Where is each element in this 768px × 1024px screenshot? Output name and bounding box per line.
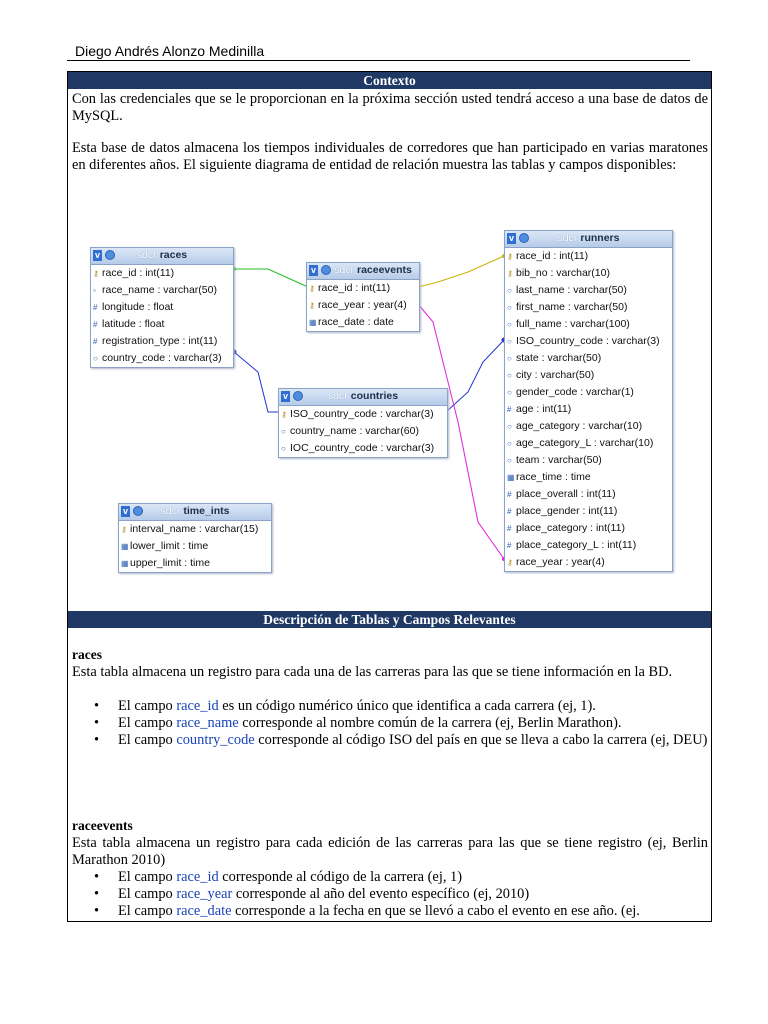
table-runners[interactable] xyxy=(504,230,673,572)
field-label: age_category : varchar(10) xyxy=(516,420,643,432)
numeric-icon: # xyxy=(93,337,98,346)
field-row xyxy=(505,486,672,503)
column-icon: ○ xyxy=(507,303,512,312)
column-icon: ○ xyxy=(281,427,286,436)
item-text: corresponde al código ISO del país en que se lleva a cabo la carrera (ej, DEU) xyxy=(254,732,708,748)
field-label: first_name : varchar(50) xyxy=(516,301,628,313)
field-row xyxy=(91,333,233,350)
raceevents-field-list xyxy=(72,869,708,920)
field-row xyxy=(307,297,419,314)
field-row xyxy=(279,406,447,423)
field-label: latitude : float xyxy=(102,318,165,330)
numeric-icon: # xyxy=(507,524,512,533)
numeric-icon: # xyxy=(507,507,512,516)
table-name: time_ints xyxy=(183,505,230,517)
field-label: race_time : time xyxy=(516,471,591,483)
author-name: Diego Andrés Alonzo Medinilla xyxy=(75,43,265,59)
table-raceevents-header[interactable] xyxy=(307,263,419,280)
field-label: race_year : year(4) xyxy=(516,556,605,568)
field-row xyxy=(279,440,447,457)
field-label: age : int(11) xyxy=(516,403,572,415)
numeric-icon: # xyxy=(93,303,98,312)
link-countries-runners xyxy=(446,340,504,412)
field-row xyxy=(505,503,672,520)
field-label: place_overall : int(11) xyxy=(516,488,616,500)
field-row xyxy=(505,367,672,384)
list-item xyxy=(72,869,708,886)
field-label: place_category : int(11) xyxy=(516,522,625,534)
list-item xyxy=(72,903,708,920)
field-row xyxy=(91,282,233,299)
numeric-icon: # xyxy=(507,405,512,414)
context-paragraph-2: Esta base de datos almacena los tiempos individuales de corredores que han participado en varias maratones en diferentes años. El siguiente diagrama de entidad de relación muestra las tablas y campos disponibles: xyxy=(72,140,708,173)
primary-key-icon: ⚷ xyxy=(121,525,127,534)
field-label: bib_no : varchar(10) xyxy=(516,267,610,279)
races-description: Esta tabla almacena un registro para cada una de las carreras para las que se tiene información en la BD. xyxy=(72,664,673,680)
time-icon: ▦ xyxy=(121,542,129,551)
numeric-icon: # xyxy=(507,490,512,499)
primary-key-icon: ⚷ xyxy=(507,252,513,261)
field-label: state : varchar(50) xyxy=(516,352,602,364)
table-countries-header[interactable] xyxy=(279,389,447,406)
field-row xyxy=(505,418,672,435)
field-label: ISO_country_code : varchar(3) xyxy=(516,335,660,347)
field-label: country_name : varchar(60) xyxy=(290,425,419,437)
column-icon: ○ xyxy=(507,354,512,363)
field-row xyxy=(91,350,233,367)
item-text: corresponde al nombre común de la carrera (ej, Berlin Marathon). xyxy=(238,715,622,731)
field-label: team : varchar(50) xyxy=(516,454,602,466)
field-row xyxy=(505,401,672,418)
description-section-title: Descripción de Tablas y Campos Relevantes xyxy=(68,611,711,628)
column-icon: ○ xyxy=(507,371,512,380)
field-label: registration_type : int(11) xyxy=(102,335,218,347)
primary-key-icon: ⚷ xyxy=(309,284,315,293)
field-label: race_name : varchar(50) xyxy=(102,284,217,296)
field-label: race_id : int(11) xyxy=(318,282,391,294)
field-row xyxy=(505,469,672,486)
table-name: runners xyxy=(580,232,620,244)
table-name: races xyxy=(159,249,188,261)
field-row xyxy=(307,314,419,331)
collapse-icon[interactable]: v xyxy=(310,265,316,275)
item-text: corresponde al año del evento específico (ej, 2010) xyxy=(232,886,530,902)
field-label: city : varchar(50) xyxy=(516,369,595,381)
field-row xyxy=(505,316,672,333)
column-icon: ○ xyxy=(507,456,512,465)
field-row xyxy=(505,384,672,401)
header-rule xyxy=(67,60,690,61)
column-icon: ○ xyxy=(507,388,512,397)
field-row xyxy=(91,316,233,333)
field-row xyxy=(279,423,447,440)
date-icon: ▦ xyxy=(309,318,317,327)
field-label: ISO_country_code : varchar(3) xyxy=(290,408,434,420)
field-row xyxy=(505,435,672,452)
context-section-title: Contexto xyxy=(68,72,711,89)
field-label: race_id : int(11) xyxy=(516,250,589,262)
context-paragraph-1: Con las credenciales que se le proporcionan en la próxima sección usted tendrá acceso a una base de datos de MySQL. xyxy=(72,91,708,124)
primary-key-icon: ⚷ xyxy=(281,410,287,419)
collapse-icon[interactable]: v xyxy=(94,250,100,260)
table-runners-header[interactable] xyxy=(505,231,672,248)
schema-label: sdcr xyxy=(557,232,578,244)
time-icon: ▦ xyxy=(121,559,129,568)
column-icon: ○ xyxy=(507,439,512,448)
schema-label: sdcr xyxy=(136,249,157,261)
numeric-icon: # xyxy=(93,320,98,329)
item-prefix: El campo xyxy=(118,732,177,748)
field-label: longitude : float xyxy=(102,301,174,313)
schema-label: sdcr xyxy=(334,264,354,276)
table-name: raceevents xyxy=(356,264,412,276)
primary-key-icon: ⚷ xyxy=(507,558,513,567)
list-item xyxy=(72,886,708,903)
table-time-ints-header[interactable] xyxy=(119,504,271,521)
field-row xyxy=(91,265,233,282)
link-raceevents-runners-id xyxy=(418,256,504,287)
item-prefix: El campo xyxy=(118,886,177,902)
field-label: lower_limit : time xyxy=(130,540,209,552)
link-races-countries xyxy=(234,352,280,412)
item-text: corresponde a la fecha en que se llevó a cabo el evento en ese año. (ej. xyxy=(231,903,640,919)
raceevents-description: Esta tabla almacena un registro para cada edición de las carreras para las que se tiene registro (ej, Berlin Marathon 2010) xyxy=(72,835,708,868)
list-item xyxy=(72,732,708,749)
field-row xyxy=(119,538,271,555)
table-countries[interactable] xyxy=(278,388,448,458)
list-item xyxy=(72,715,708,732)
column-icon: ○ xyxy=(507,320,512,329)
field-label: full_name : varchar(100) xyxy=(516,318,630,330)
field-label: country_code : varchar(3) xyxy=(102,352,222,364)
column-icon: ○ xyxy=(507,422,512,431)
field-row xyxy=(505,554,672,571)
field-name: race_id xyxy=(176,698,219,714)
collapse-icon[interactable]: v xyxy=(282,391,288,401)
column-icon: ○ xyxy=(281,444,286,453)
field-row xyxy=(505,299,672,316)
field-label: race_year : year(4) xyxy=(318,299,407,311)
field-label: last_name : varchar(50) xyxy=(516,284,627,296)
primary-key-icon: ⚷ xyxy=(309,301,315,310)
schema-label: sdcr xyxy=(160,505,181,517)
document-frame xyxy=(67,71,712,922)
er-diagram xyxy=(68,222,711,612)
field-row xyxy=(119,555,271,572)
field-row xyxy=(91,299,233,316)
field-name: country_code xyxy=(176,732,255,748)
field-name: race_date xyxy=(176,903,232,919)
item-text: es un código numérico único que identifica a cada carrera (ej, 1). xyxy=(218,698,596,714)
primary-key-icon: ⚷ xyxy=(93,269,99,278)
field-row xyxy=(505,452,672,469)
field-label: race_date : date xyxy=(318,316,394,328)
schema-label: sdcr xyxy=(327,390,348,402)
field-label: race_id : int(11) xyxy=(102,267,175,279)
field-label: IOC_country_code : varchar(3) xyxy=(290,442,435,454)
field-name: race_id xyxy=(176,869,219,885)
column-icon: ○ xyxy=(93,354,98,363)
table-raceevents[interactable] xyxy=(306,262,420,332)
field-row xyxy=(505,537,672,554)
field-label: interval_name : varchar(15) xyxy=(130,523,259,535)
field-row xyxy=(505,520,672,537)
item-prefix: El campo xyxy=(118,869,177,885)
item-text: corresponde al código de la carrera (ej, 1) xyxy=(218,869,463,885)
field-label: place_category_L : int(11) xyxy=(516,539,637,551)
field-row xyxy=(119,521,271,538)
field-row xyxy=(505,282,672,299)
field-name: race_name xyxy=(176,715,239,731)
races-heading: races xyxy=(72,647,102,662)
table-name: countries xyxy=(350,390,399,402)
raceevents-heading: raceevents xyxy=(72,818,133,833)
field-row xyxy=(505,350,672,367)
column-icon: ○ xyxy=(507,286,512,295)
column-icon: ▫ xyxy=(93,286,96,295)
field-row xyxy=(505,265,672,282)
table-races[interactable] xyxy=(90,247,234,368)
column-icon: ○ xyxy=(507,337,512,346)
primary-key-icon: ⚷ xyxy=(507,269,513,278)
field-label: age_category_L : varchar(10) xyxy=(516,437,654,449)
link-races-raceevents xyxy=(234,269,308,287)
table-time-ints[interactable] xyxy=(118,503,272,573)
field-label: gender_code : varchar(1) xyxy=(516,386,634,398)
item-prefix: El campo xyxy=(118,698,177,714)
field-label: place_gender : int(11) xyxy=(516,505,618,517)
field-row xyxy=(505,248,672,265)
races-field-list xyxy=(72,698,708,749)
field-row xyxy=(505,333,672,350)
table-races-header[interactable] xyxy=(91,248,233,265)
list-item xyxy=(72,698,708,715)
item-prefix: El campo xyxy=(118,903,177,919)
collapse-icon[interactable]: v xyxy=(508,233,514,243)
field-label: upper_limit : time xyxy=(130,557,210,569)
field-name: race_year xyxy=(176,886,233,902)
field-row xyxy=(307,280,419,297)
collapse-icon[interactable]: v xyxy=(122,506,128,516)
item-prefix: El campo xyxy=(118,715,177,731)
time-icon: ▦ xyxy=(507,473,515,482)
numeric-icon: # xyxy=(507,541,512,550)
